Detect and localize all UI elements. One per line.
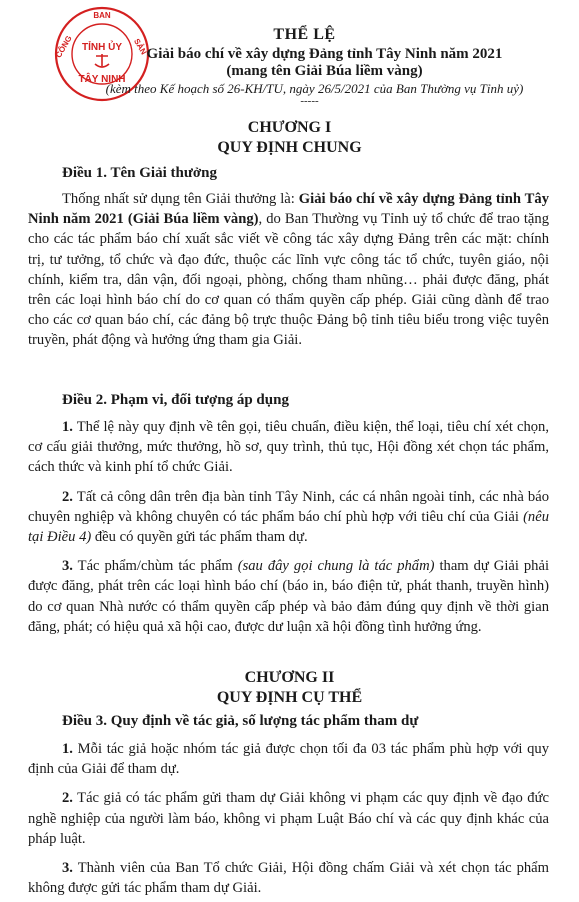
- article-1-award-name: Giải báo chí về xây dựng Đảng tỉnh Tây Ninh năm 2021 (Giải Búa liềm vàng): [28, 191, 549, 228]
- clause-number: 3.: [62, 558, 73, 575]
- clause-italic-note: (sau đây gọi chung là tác phẩm): [237, 558, 435, 575]
- clause-text: Tác phẩm/chùm tác phẩm: [72, 558, 238, 575]
- clause-text: Thành viên của Ban Tổ chức Giải, Hội đồng chấm Giải và xét chọn tác phẩm không được gửi tác phẩm tham dự Giải.: [28, 860, 549, 897]
- article-2-clause-2: [28, 487, 549, 548]
- clause-text: đều có quyền gửi tác phẩm tham dự.: [91, 529, 308, 546]
- clause-text: Tác giả có tác phẩm gửi tham dự Giải không vi phạm các quy định về đạo đức nghề nghiệp của người làm báo, không vi phạm Luật Báo chí và các quy định khác của pháp luật.: [28, 790, 549, 847]
- clause-number: 2.: [62, 790, 73, 807]
- chapter-1: [0, 118, 579, 158]
- article-1-paragraph: [28, 189, 549, 351]
- chapter-2-title: CHƯƠNG II: [244, 669, 335, 686]
- article-3-clause-1: [28, 739, 549, 779]
- article-2-heading: Điều 2. Phạm vi, đối tượng áp dụng: [62, 392, 289, 408]
- clause-text: Tất cả công dân trên địa bàn tỉnh Tây Ninh, các cá nhân ngoài tỉnh, các nhà báo chuyên nghiệp và không chuyên có tác phẩm báo chí phù hợp với tiêu chí của Giải: [28, 488, 549, 525]
- clause-number: 3.: [62, 860, 73, 877]
- article-1-heading: Điều 1. Tên Giải thưởng: [62, 165, 217, 181]
- chapter-1-subtitle: QUY ĐỊNH CHUNG: [217, 139, 362, 156]
- seal-right-text: SẢN: [132, 37, 149, 57]
- clause-text: Thể lệ này quy định về tên gọi, tiêu chuẩn, điều kiện, thể loại, tiêu chí xét chọn, cơ cấu giải thưởng, mức thưởng, hồ sơ, quy trình, thủ tục, Hội đồng xét chọn tác phẩm, cách thức và kinh phí tổ chức Giải.: [28, 419, 549, 476]
- article-2-clause-1: [28, 417, 549, 478]
- seal-left-text: CÔNG: [53, 34, 74, 60]
- clause-text: tham dự Giải phải được đăng, phát trên các loại hình báo chí (báo in, báo điện tử, phát thanh, truyền hình) do cơ quan Nhà nước có thẩm quyền cấp phép và bảo đảm đúng quy định về thời gian đăng, phát; có hiệu quả xã hội cao, được dư luận xã hội đồng tình hưởng ứng.: [28, 558, 549, 635]
- clause-number: 1.: [62, 419, 73, 435]
- article-3-clause-2: [28, 788, 549, 849]
- seal-top-text: BAN: [93, 11, 111, 20]
- clause-number: 1.: [62, 741, 73, 757]
- document-subtitle: Giải báo chí về xây dựng Đảng tỉnh Tây Ninh năm 2021: [146, 46, 503, 62]
- clause-text: Mỗi tác giả hoặc nhóm tác giả được chọn tối đa 03 tác phẩm phù hợp với quy định của Giải để tham dự.: [28, 741, 549, 778]
- document-attachment-note: (kèm theo Kế hoạch số 26-KH/TU, ngày 26/5/2021 của Ban Thường vụ Tỉnh uỷ): [105, 81, 524, 96]
- header-separator: -----: [300, 95, 319, 107]
- seal-center-text: TỈNH ỦY: [82, 42, 122, 53]
- chapter-2: [0, 668, 579, 708]
- seal-bottom-text: TÂY NINH: [78, 74, 126, 85]
- chapter-1-title: CHƯƠNG I: [247, 119, 332, 136]
- chapter-2-subtitle: QUY ĐỊNH CỤ THỂ: [216, 689, 363, 706]
- article-2-clause-3: [28, 556, 549, 637]
- article-3: [0, 713, 579, 898]
- article-1: [0, 165, 579, 351]
- article-2: [0, 392, 579, 637]
- article-3-heading: Điều 3. Quy định về tác giả, số lượng tác phẩm tham dự: [62, 713, 419, 729]
- clause-italic-note: (nêu tại Điều 4): [28, 508, 549, 546]
- clause-number: 2.: [62, 488, 73, 505]
- article-1-text-b: , do Ban Thường vụ Tỉnh uỷ tổ chức để trao tặng cho các tác phẩm báo chí xuất sắc viết về công tác xây dựng Đảng trên các mặt: chính trị, tư tưởng, tổ chức và đạo đức, thuộc các lĩnh vực công tác tổ chức, tuyên giáo, nội chính, kiểm tra, dân vận, đối ngoại, phòng, chống tham nhũng… phải được đăng, phát trên các loại hình báo chí do cơ quan có thẩm quyền cấp phép. Giải cũng dành để trao cho các cơ quan báo chí, các đảng bộ trực thuộc Đảng bộ tỉnh tiêu biểu trong việc tuyên truyền, phát động và hưởng ứng tham gia Giải.: [28, 211, 549, 349]
- article-3-clause-3: [28, 858, 549, 898]
- article-1-text-a: Thống nhất sử dụng tên Giải thưởng là:: [62, 191, 299, 207]
- document-header: [0, 26, 579, 107]
- document-subtitle-award-name: (mang tên Giải Búa liềm vàng): [226, 63, 423, 79]
- document-title: THỂ LỆ: [273, 26, 336, 43]
